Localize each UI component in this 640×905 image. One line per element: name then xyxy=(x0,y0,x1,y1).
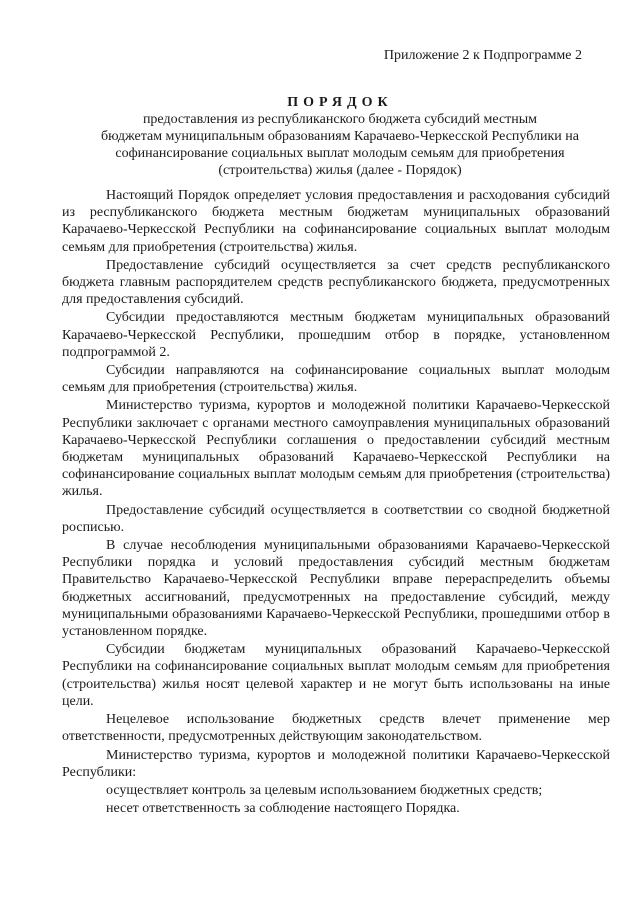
paragraph-targeted-use: Субсидии бюджетам муниципальных образований Карачаево-Черкесской Республики на софинансирование социальных выплат молодым семьям для приобретения (строительства) жилья носят целевой характер и не могут быть использованы на иные цели. xyxy=(62,642,610,709)
paragraph-agreements: Министерство туризма, курортов и молодежной политики Карачаево-Черкесской Республики заключает с органами местного самоуправления муниципальных образований Карачаево-Черкесской Республики соглашения о предоставлении субсидий местным бюджетам муниципальных образований Карачаево-Черкесской Республики на софинансирование социальных выплат молодым семьям для приобретения (строительства) жилья. xyxy=(62,398,610,500)
subtitle-line: бюджетам муниципальным образованиям Карачаево-Черкесской Республики на xyxy=(101,129,579,144)
paragraph-purpose: Настоящий Порядок определяет условия предоставления и расходования субсидий из республиканского бюджета местным бюджетам муниципальных образований Карачаево-Черкесской Республики на софинансирование социальных выплат молодым семьям для приобретения (строительства) жилья. xyxy=(62,188,610,255)
paragraph-misuse-liability: Нецелевое использование бюджетных средств влечет применение мер ответственности, предусмотренных действующим законодательством. xyxy=(62,712,610,745)
appendix-label: Приложение 2 к Подпрограмме 2 xyxy=(383,48,582,63)
paragraph-redistribution: В случае несоблюдения муниципальными образованиями Карачаево-Черкесской Республики порядка и условий предоставления субсидий местным бюджетам Правительство Карачаево-Черкесской Республики вправе перераспределить объемы бюджетных ассигнований, предусмотренных на предоставление субсидий, между муниципальными образованиями Карачаево-Черкесской Республики, прошедшими отбор в установленном порядке. xyxy=(62,538,610,640)
document-title: ПОРЯДОК xyxy=(287,95,393,110)
paragraph-funding-source: Предоставление субсидий осуществляется за счет средств республиканского бюджета главным распорядителем средств республиканского бюджета, предусмотренных для предоставления субсидий. xyxy=(62,257,610,308)
subtitle-line: (строительства) жилья (далее - Порядок) xyxy=(218,163,462,178)
paragraph-recipients: Субсидии предоставляются местным бюджетам муниципальных образований Карачаево-Черкесской Республики, прошедшим отбор в порядке, установленном подпрограммой 2. xyxy=(62,310,610,360)
document-subtitle xyxy=(70,111,610,179)
subtitle-line: предоставления из республиканского бюджета субсидий местным xyxy=(142,112,538,127)
paragraph-ministry: Министерство туризма, курортов и молодежной политики Карачаево-Черкесской Республики: xyxy=(62,747,610,780)
paragraph-direction: Субсидии направляются на софинансирование социальных выплат молодым семьям для приобретения (строительства) жилья. xyxy=(62,363,610,396)
paragraph-ministry-control: осуществляет контроль за целевым использованием бюджетных средств; xyxy=(106,782,543,798)
document-body xyxy=(62,187,610,817)
paragraph-ministry-responsibility: несет ответственность за соблюдение настоящего Порядка. xyxy=(106,801,460,817)
subtitle-line: софинансирование социальных выплат молодым семьям для приобретения xyxy=(115,146,565,161)
paragraph-budget-list: Предоставление субсидий осуществляется в соответствии со сводной бюджетной росписью. xyxy=(62,502,610,535)
